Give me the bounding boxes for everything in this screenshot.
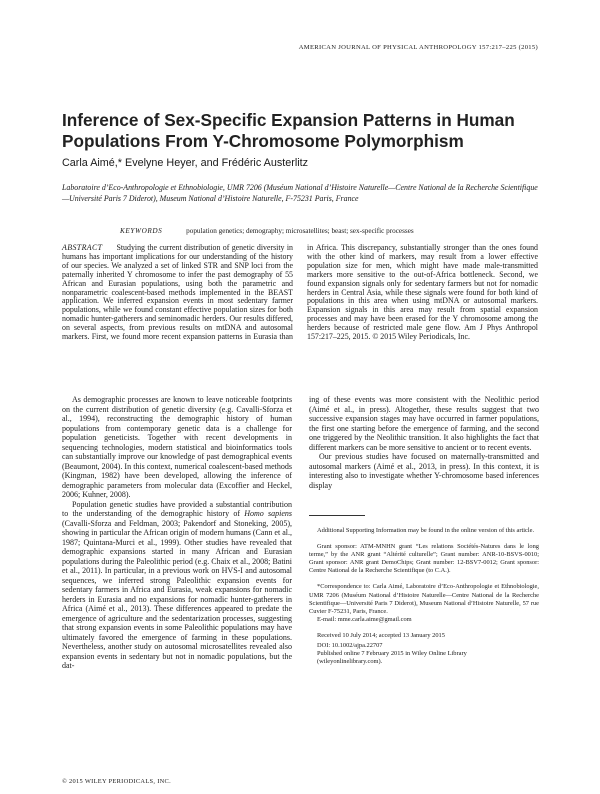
body-paragraph [62,500,292,671]
grant-note: Grant sponsor: ATM-MNHN grant “Les relations Sociétés-Natures dans le long terme,” by the ANR grant “Altérité culturelle”; Grant number: ANR-10-BSVS-0010; Grant sponsor: ANR grant DemoChips; Grant number: 12-BSV7-0012; Grant sponsor: Centre National de la Recherche Scientifique (to C.A.). [309,543,539,575]
supporting-info-note: Additional Supporting Information may be found in the online version of this article. [317,527,535,534]
paragraph-text: (Cavalli-Sforza and Feldman, 2003; Pakendorf and Stoneking, 2005), showing in particular the African origin of modern humans (Cann et al., 1987; Quintana-Murci et al., 1999). Other studies have revealed that demographic expansions started in many African and Eurasian populations during the Paleolithic period (e.g. Chaix et al., 2008; Batini et al., 2011). In particular, in a previous work on HVS-I and autosomal sequences, we inferred strong Paleolithic expansion events for sedentary farmers in Africa and Eurasia, weak expansions for nomadic herders in Eurasia and no expansions for nomadic hunter-gatherers in Africa (Aimé et al., 2013). These differences appeared to predate the emergence of agriculture and the sedentarization processes, suggesting that strong expansion events in some Paleolithic populations may have ultimately favored the emergence of farming in these populations. Nevertheless, another study on autosomal microsatellites revealed also expansion events in sedentary but not in nomadic populations, but the dat- [62,518,292,670]
body-column-right [309,395,539,495]
email-line: E-mail: mme.carla.aime@gmail.com [317,615,412,623]
published-line: Published online 7 February 2015 in Wiley Online Library [317,650,467,658]
article-title: Inference of Sex-Specific Expansion Patterns in Human Populations From Y-Chromosome Polymorphism [62,110,515,151]
page-footer: © 2015 WILEY PERIODICALS, INC. [62,778,171,785]
running-head: AMERICAN JOURNAL OF PHYSICAL ANTHROPOLOGY 157:217–225 (2015) [298,44,538,51]
author-list: Carla Aimé,* Evelyne Heyer, and Frédéric Austerlitz [62,157,309,169]
body-paragraph: Our previous studies have focused on maternally-transmitted and autosomal markers (Aimé et al., 2013, in press). In this context, it is interesting also to investigate whether Y-chromosome based inferences display [309,452,539,490]
published-line-url: (wileyonlinelibrary.com). [317,658,383,666]
abstract-text: Studying the current distribution of genetic diversity in humans has important implications for our understanding of the history of our species. We analyzed a set of linked STR and SNP loci from the paternally inherited Y chromosome to infer the past demography of 55 African and Eurasian populations, using both the parametric and nonparametric coalescent-based methods implemented in the BEAST application. We inferred expansion events in most sedentary farmer populations, while we found constant effective population sizes for both nomadic hunter-gatherers and seminomadic herders. Our results differed, on several aspects, from previous results on mtDNA and autosomal markers. First, we found more recent expansion patterns in Eurasia than in Africa. This discrepancy, substantially stronger than the ones found with the other kind of markers, may result from a lower effective population size for men, which might have made male-transmitted markers more sensitive to the out-of-Africa bottleneck. Second, we found expansion signals only for sedentary farmers but not for nomadic herders in Central Asia, while these signals were found for both kind of populations in this area when using mtDNA or autosomal markers. Expansion signals in this area may result from spatial expansion processes and may have been erased for the Y chromosome among the herders because of restricted male gene flow. Am J Phys Anthropol 157:217–225, 2015. [62,243,538,342]
correspondence-note: *Correspondence to: Carla Aimé, Laboratoire d’Eco-Anthropologie et Ethnobiologie, UMR 7206 (Muséum National d’Histoire Naturelle—Centre National de la Recherche Scientifique—Université Paris 7 Diderot), Museum National d’Histoire Naturelle, 57 rue Cuvier F-75231, Paris, France. [309,583,539,615]
doi-line: DOI: 10.1002/ajpa.22707 [317,642,383,650]
keywords-line [120,227,414,235]
paragraph-text: Population genetic studies have provided a substantial contribution to the understanding of the demographic history of [62,499,292,518]
affiliation: Laboratoire d’Eco-Anthropologie et Ethnobiologie, UMR 7206 (Muséum National d’Histoire Naturelle—Centre National de la Recherche Scientifique—Université Paris 7 Diderot), Museum National d’Histoire Naturelle, F-75231 Paris, France [62,183,538,203]
abstract-label: ABSTRACT [62,243,103,252]
footnotes [309,527,539,666]
received-dates: Received 10 July 2014; accepted 13 January 2015 [317,631,445,639]
keywords-label: KEYWORDS [120,227,163,235]
abstract [62,244,538,378]
body-column-left [62,395,292,770]
footnote-divider [309,515,365,516]
abstract-copyright: © 2015 Wiley Periodicals, Inc. [372,332,470,342]
body-paragraph: ing of these events was more consistent with the Neolithic period (Aimé et al., in press). Altogether, these results suggest that two successive expansion stages may have occurred in farmer populations, the first one starting before the emergence of farming, and the second one triggered by the Neolithic transition. It also highlights the fact that different markers can be more sensitive to ancient or to recent events. [309,395,539,452]
keywords-text: population genetics; demography; microsatellites; beast; sex-specific processes [186,227,414,235]
body-paragraph: As demographic processes are known to leave noticeable footprints on the current distribution of genetic diversity (e.g. Cavalli-Sforza et al., 1994), reconstructing the demographic history of human populations from contemporary genetic data is a challenge for population geneticists. Together with recent developments in sequencing technologies, modern statistical and bioinformatics tools can substantially improve our knowledge of past demographical events (Beaumont, 2004). In this context, numerical coalescent-based methods (Kingman, 1982) have been developed, allowing the inference of demographic parameters from molecular data (Excoffier and Heckel, 2006; Kuhner, 2008). [62,395,292,499]
species-name: Homo sapiens [244,509,292,518]
